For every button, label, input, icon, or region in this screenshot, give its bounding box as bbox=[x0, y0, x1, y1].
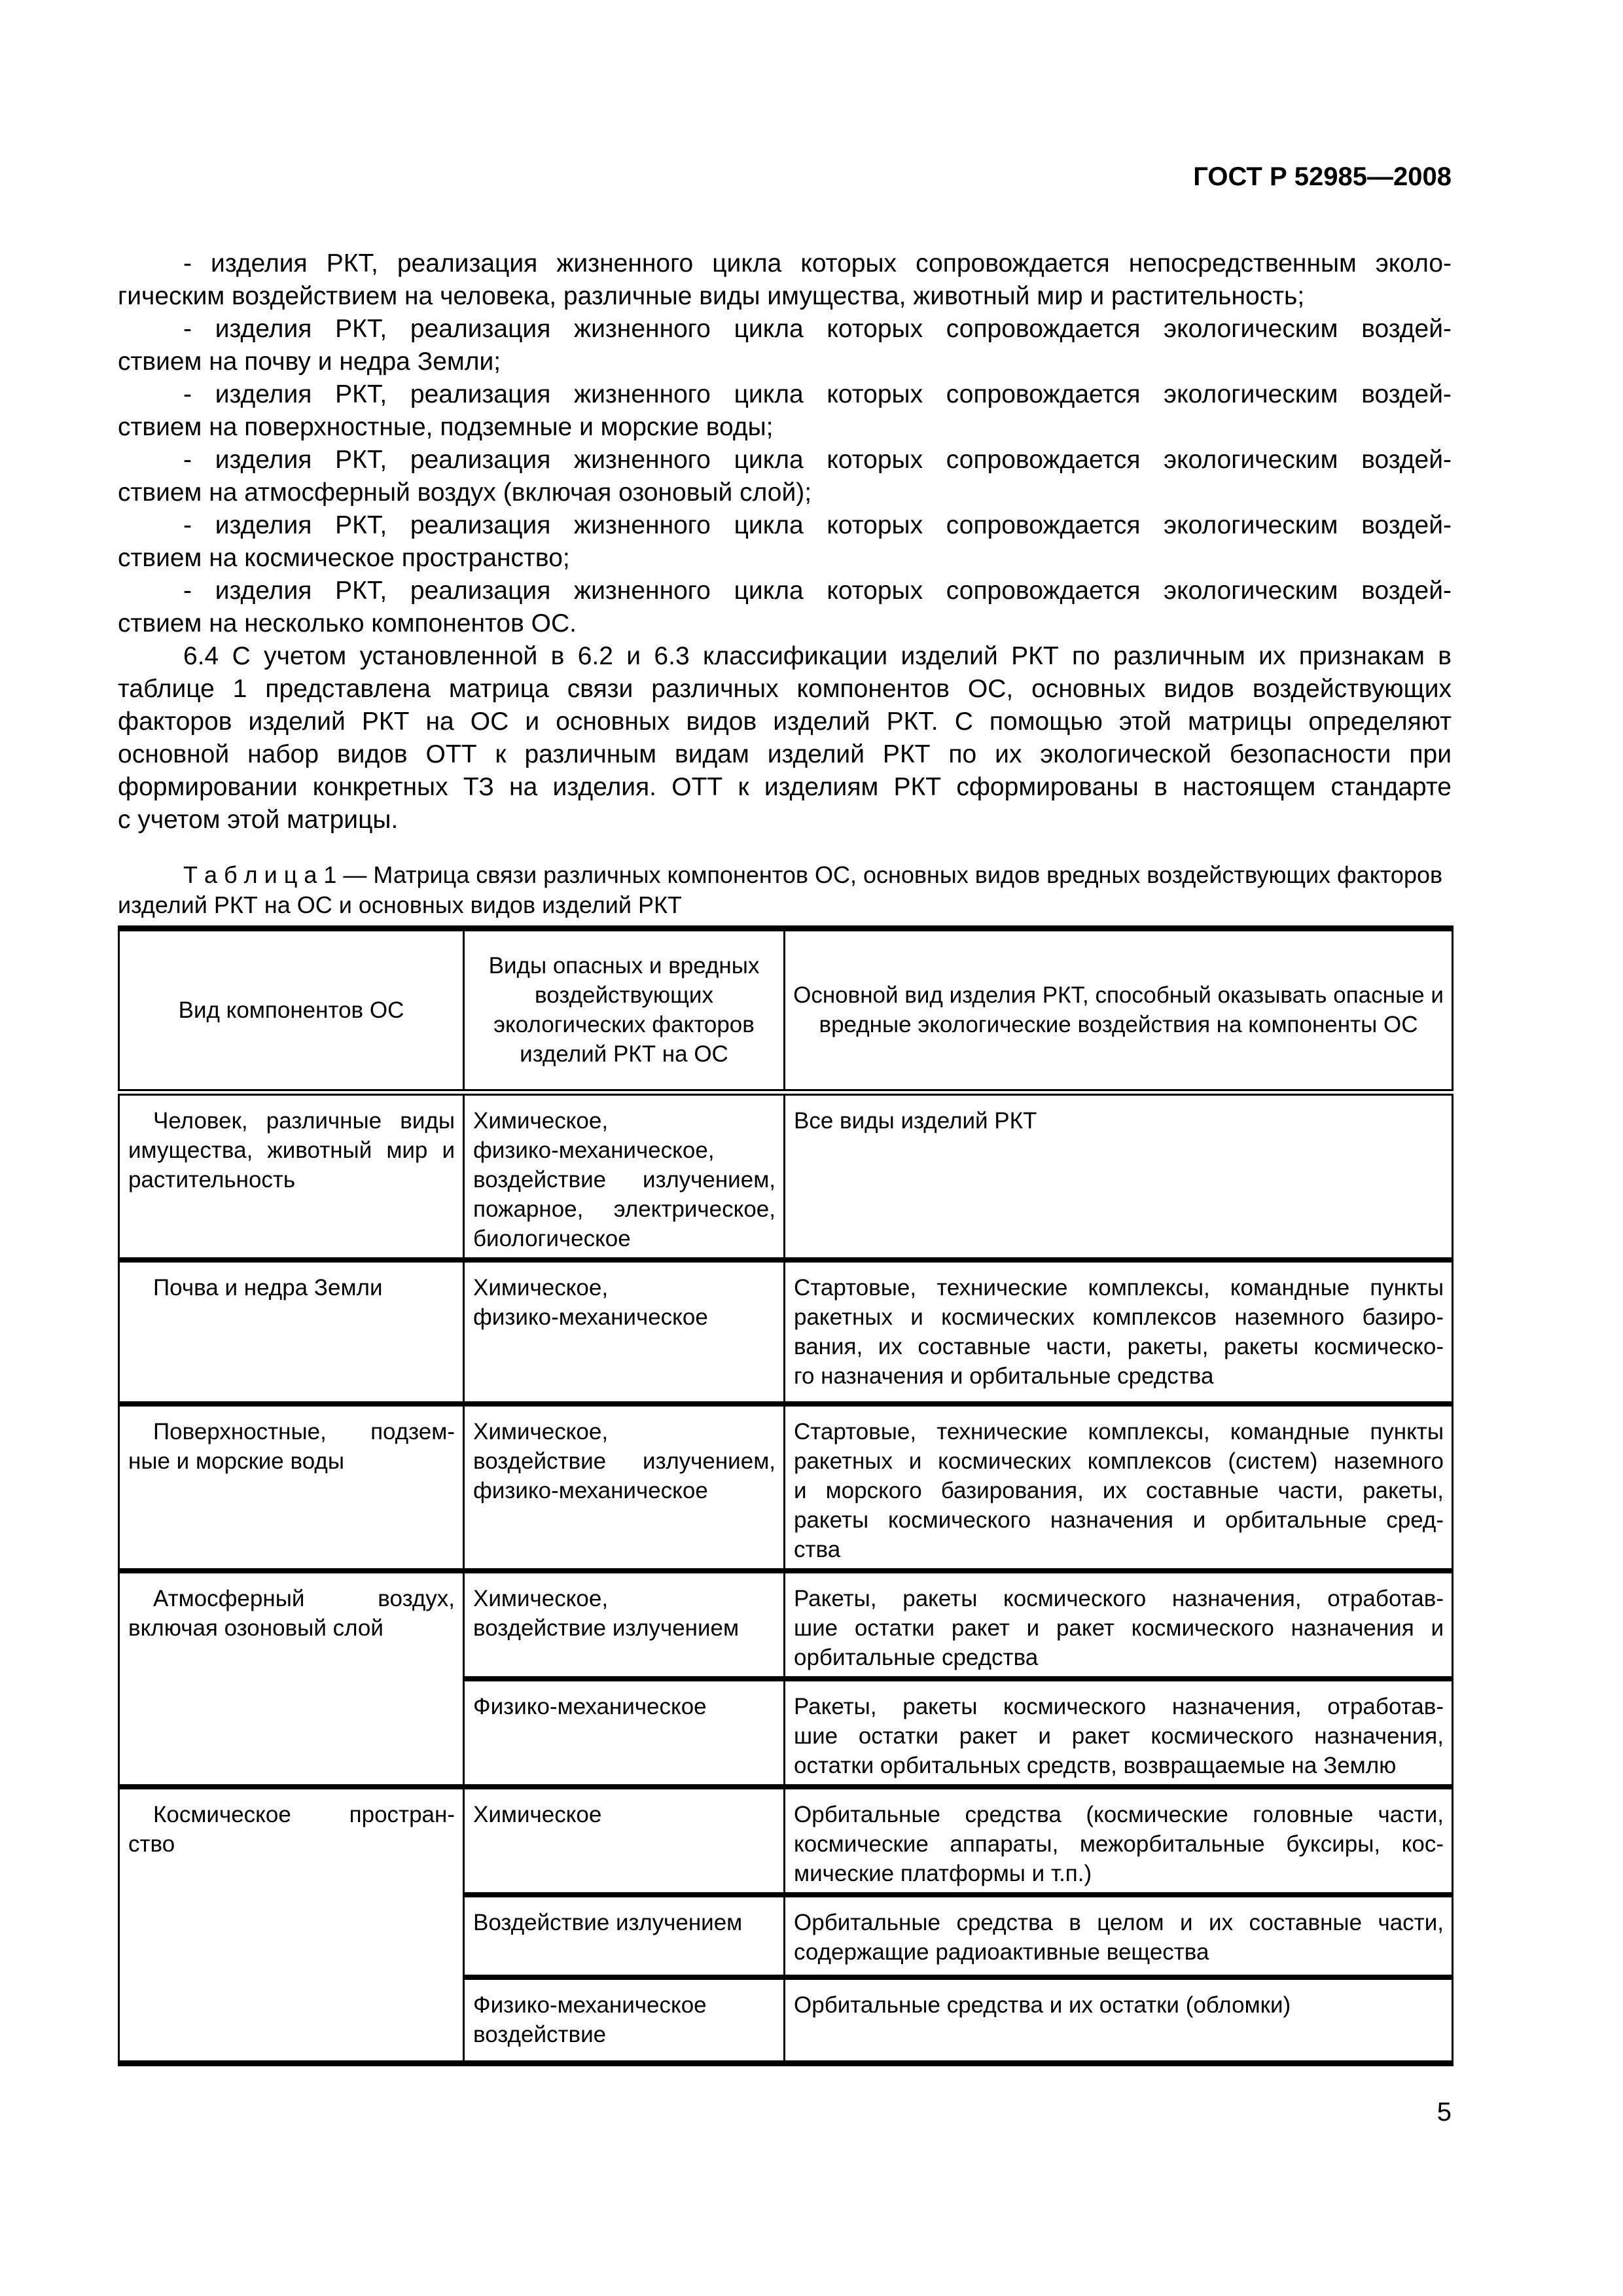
cell-products: Орбитальные средства и их остатки (обломки) bbox=[785, 1977, 1453, 2064]
cell-products: Стартовые, технические комплексы, командные пункты ракетных и космических комплексов наземного базиро- вания, их составные части, ракеты, ракеты космическо- го назначения и орбитальные средства bbox=[785, 1260, 1453, 1404]
cell-products: Ракеты, ракеты космического назначения, отработав- шие остатки ракет и ракет космического назначения, остатки орбитальных средств, возвращаемые на Землю bbox=[785, 1679, 1453, 1787]
header-cell-components: Вид компонентов ОС bbox=[119, 929, 464, 1092]
cell-products: Орбитальные средства (космические головные части, космические аппараты, межорбитальные буксиры, кос- мические платформы и т.п.) bbox=[785, 1787, 1453, 1895]
header-cell-products: Основной вид изделия РКТ, способный оказывать опасные и вредные экологические воздействия на компоненты ОС bbox=[785, 929, 1453, 1092]
cell-factors: Физико-механическое воздействие bbox=[464, 1977, 785, 2064]
table-header-row bbox=[119, 929, 1453, 1092]
table-row-human bbox=[119, 1092, 1453, 1260]
paragraph-rkt-air: - изделия РКТ, реализация жизненного цикла которых сопровождается экологическим воздей- ствием на атмосферный воздух (включая озоновый слой); bbox=[118, 446, 1452, 507]
paragraph-rkt-human: - изделия РКТ, реализация жизненного цикла которых сопровождается непосредственным эколо- гическим воздействием на человека, различные виды имущества, животный мир и растительность; bbox=[118, 249, 1452, 310]
cell-factors: Химическое, воздействие излучением, физико-механическое bbox=[464, 1404, 785, 1571]
paragraph-rkt-multiple: - изделия РКТ, реализация жизненного цикла которых сопровождается экологическим воздей- ствием на несколько компонентов ОС. bbox=[118, 577, 1452, 637]
cell-factors: Химическое, воздействие излучением bbox=[464, 1571, 785, 1679]
cell-component: Человек, различные виды имущества, животный мир и растительность bbox=[119, 1092, 464, 1260]
cell-component: Поверхностные, подзем- ные и морские воды bbox=[119, 1404, 464, 1571]
cell-products: Ракеты, ракеты космического назначения, отработав- шие остатки ракет и ракет космического назначения и орбитальные средства bbox=[785, 1571, 1453, 1679]
cell-factors: Химическое, физико-механическое, воздействие излучением, пожарное, электрическое, биологическое bbox=[464, 1092, 785, 1260]
table-row-air-1 bbox=[119, 1571, 1453, 1679]
cell-products: Все виды изделий РКТ bbox=[785, 1092, 1453, 1260]
cell-component: Почва и недра Земли bbox=[119, 1260, 464, 1404]
cell-factors: Химическое bbox=[464, 1787, 785, 1895]
table-caption: Т а б л и ц а 1 — Матрица связи различных компонентов ОС, основных видов вредных воздействующих факторов изделий РКТ на ОС и основных видов изделий РКТ bbox=[118, 861, 1443, 918]
body-text bbox=[118, 247, 1452, 836]
cell-factors: Физико-механическое bbox=[464, 1679, 785, 1787]
page-number: 5 bbox=[1436, 2098, 1452, 2126]
paragraph-rkt-soil: - изделия РКТ, реализация жизненного цикла которых сопровождается экологическим воздей- ствием на почву и недра Земли; bbox=[118, 315, 1452, 376]
header-cell-factors: Виды опасных и вредных воздействующих экологических факторов изделий РКТ на ОС bbox=[464, 929, 785, 1092]
matrix-table bbox=[118, 925, 1454, 2066]
paragraph-rkt-space: - изделия РКТ, реализация жизненного цикла которых сопровождается экологическим воздей- ствием на космическое пространство; bbox=[118, 511, 1452, 572]
cell-component: Космическое простран- ство bbox=[119, 1787, 464, 2064]
standard-number-header: ГОСТ Р 52985—2008 bbox=[1193, 162, 1452, 191]
cell-component: Атмосферный воздух, включая озоновый слой bbox=[119, 1571, 464, 1787]
paragraph-rkt-water: - изделия РКТ, реализация жизненного цикла которых сопровождается экологическим воздей- ствием на поверхностные, подземные и морские воды; bbox=[118, 380, 1452, 441]
cell-products: Стартовые, технические комплексы, командные пункты ракетных и космических комплексов (систем) наземного и морского базирования, их составные части, ракеты, ракеты космического назначения и орбитальные сред- ства bbox=[785, 1404, 1453, 1571]
paragraph-6-4: 6.4 С учетом установленной в 6.2 и 6.3 классификации изделий РКТ по различным их признакам в таблице 1 представлена матрица связи различных компонентов ОС, основных видов воздействующих факторов изделий РКТ на ОС и основных видов изделий РКТ. С помощью этой матрицы определяют основной набор видов ОТТ к различным видам изделий РКТ по их экологической безопасности при формировании конкретных ТЗ на изделия. ОТТ к изделиям РКТ сформированы в настоящем стандарте с учетом этой матрицы. bbox=[118, 642, 1452, 834]
table-row-soil bbox=[119, 1260, 1453, 1404]
table-row-space-1 bbox=[119, 1787, 1453, 1895]
cell-factors: Химическое, физико-механическое bbox=[464, 1260, 785, 1404]
cell-factors: Воздействие излучением bbox=[464, 1895, 785, 1977]
table-row-water bbox=[119, 1404, 1453, 1571]
cell-products: Орбитальные средства в целом и их составные части, содержащие радиоактивные вещества bbox=[785, 1895, 1453, 1977]
